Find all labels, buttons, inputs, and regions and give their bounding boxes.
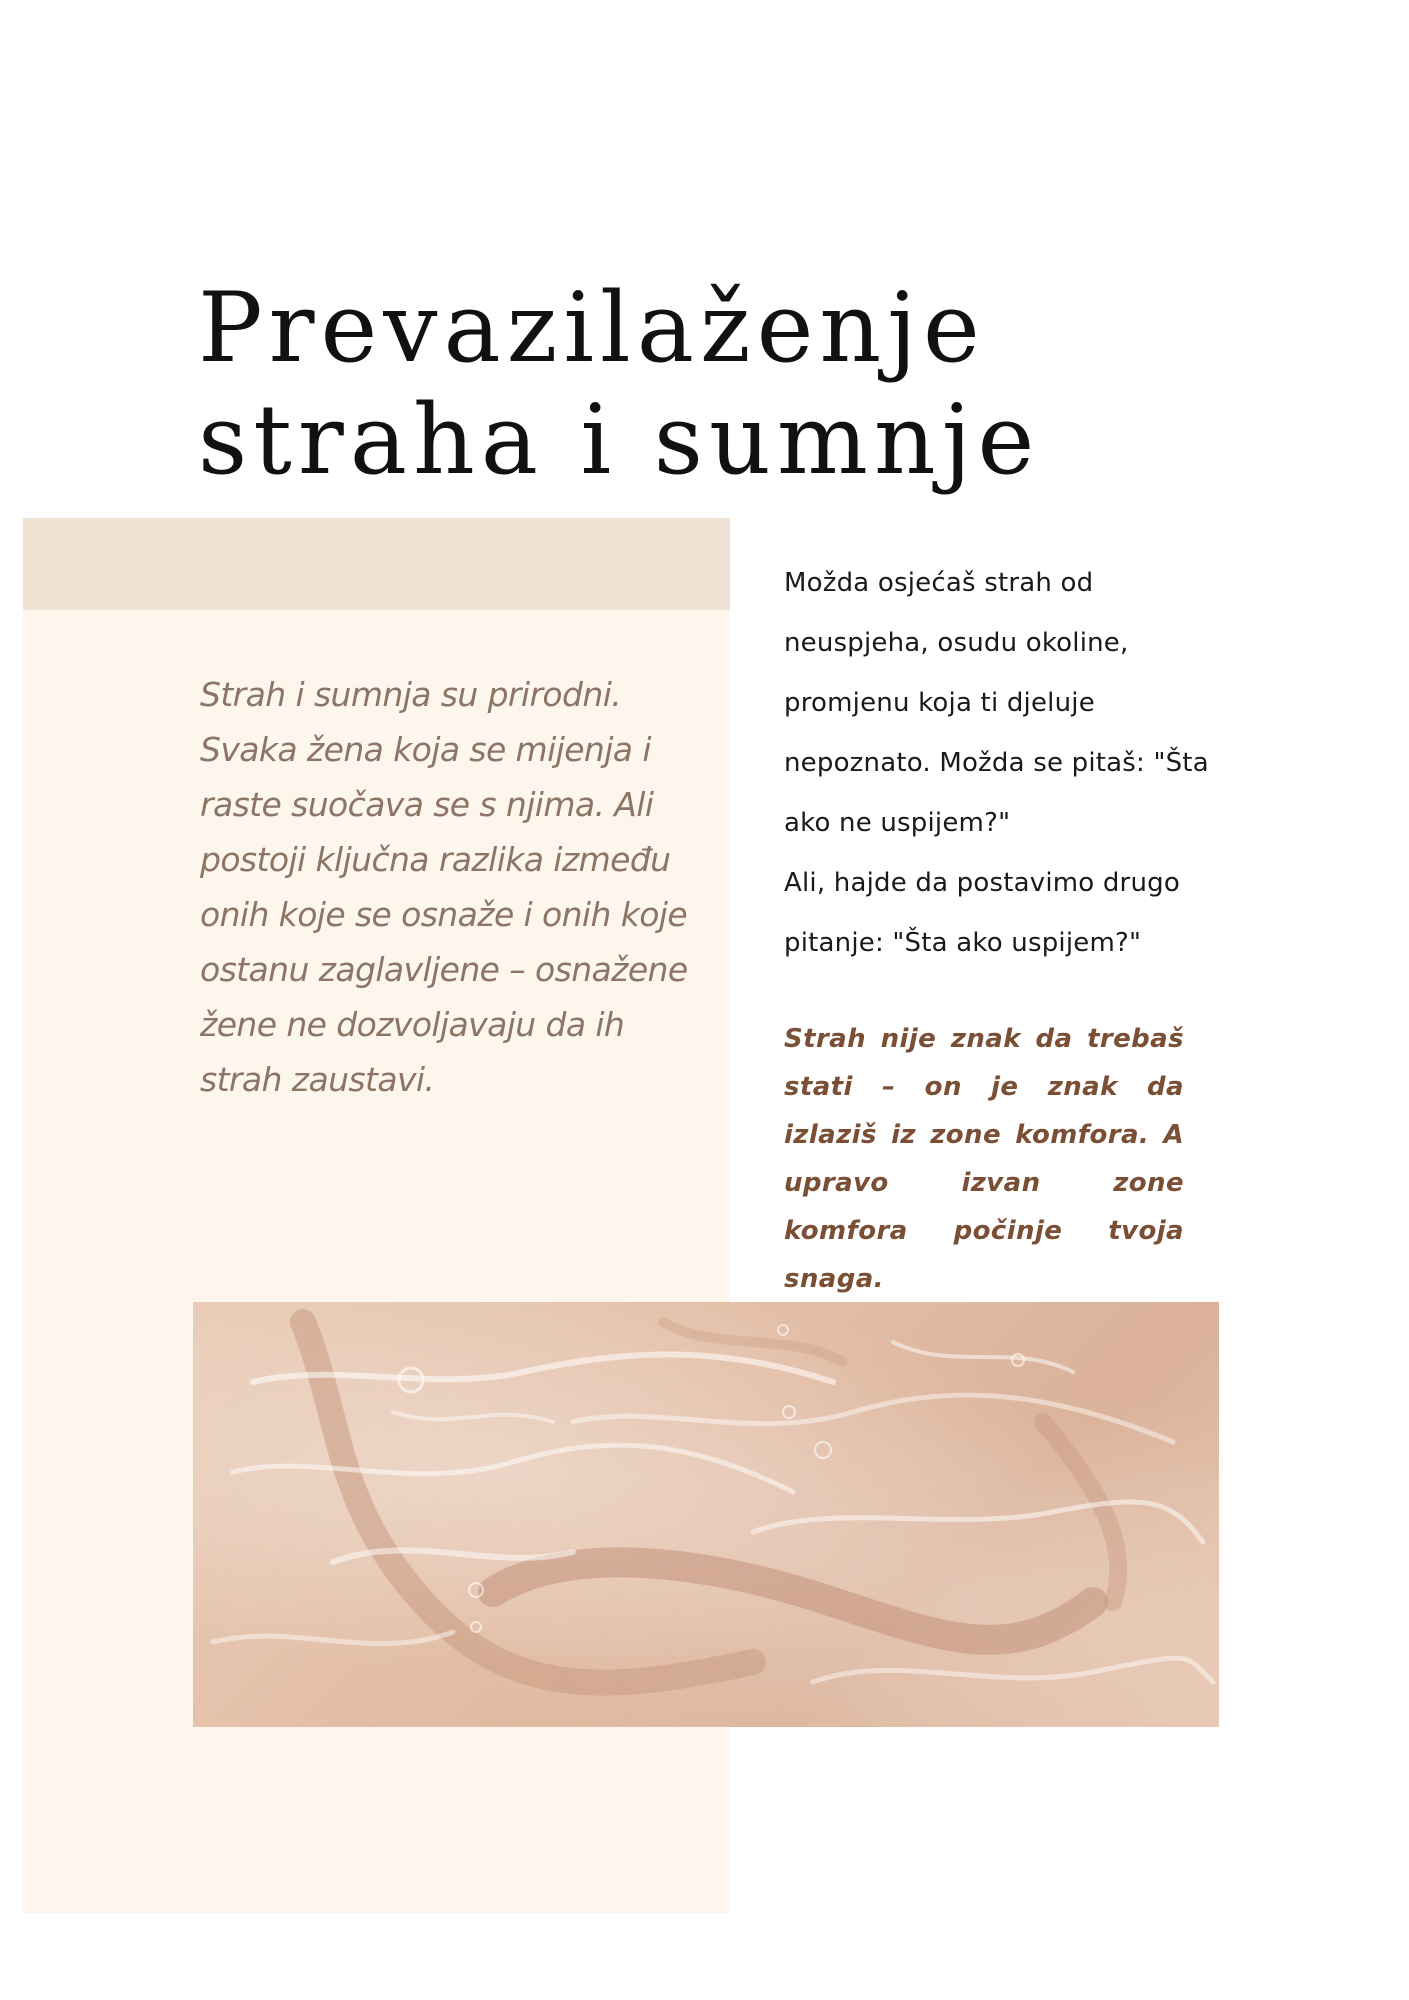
right-body-text [784,553,1224,973]
title-line-2: straha i sumnje [198,384,1041,496]
water-ripple-icon [193,1302,1219,1727]
water-ripple-image [193,1302,1219,1727]
right-paragraph-1: Možda osjećaš strah od neuspjeha, osudu okoline, promjenu koja ti djeluje nepoznato. Možda se pitaš: "Šta ako ne uspijem?" [784,568,1209,838]
left-quote: Strah i sumnja su prirodni. Svaka žena koja se mijenja i raste suočava se s njima. Ali postoji ključna razlika između onih koje se osnaže i onih koje ostanu zaglavljene – osnažene žene ne dozvoljavaju da ih strah zaustavi. [200,675,688,1099]
right-paragraph-2: Ali, hajde da postavimo drugo pitanje: "Šta ako uspijem?" [784,868,1180,958]
title-line-1: Prevazilaženje [198,272,986,384]
accent-quote: Strah nije znak da trebaš stati – on je znak da izlaziš iz zone komfora. A upravo izvan zone komfora počinje tvoja snaga. [784,1024,1184,1294]
page-title [198,272,1348,496]
beige-header-band [23,518,730,610]
